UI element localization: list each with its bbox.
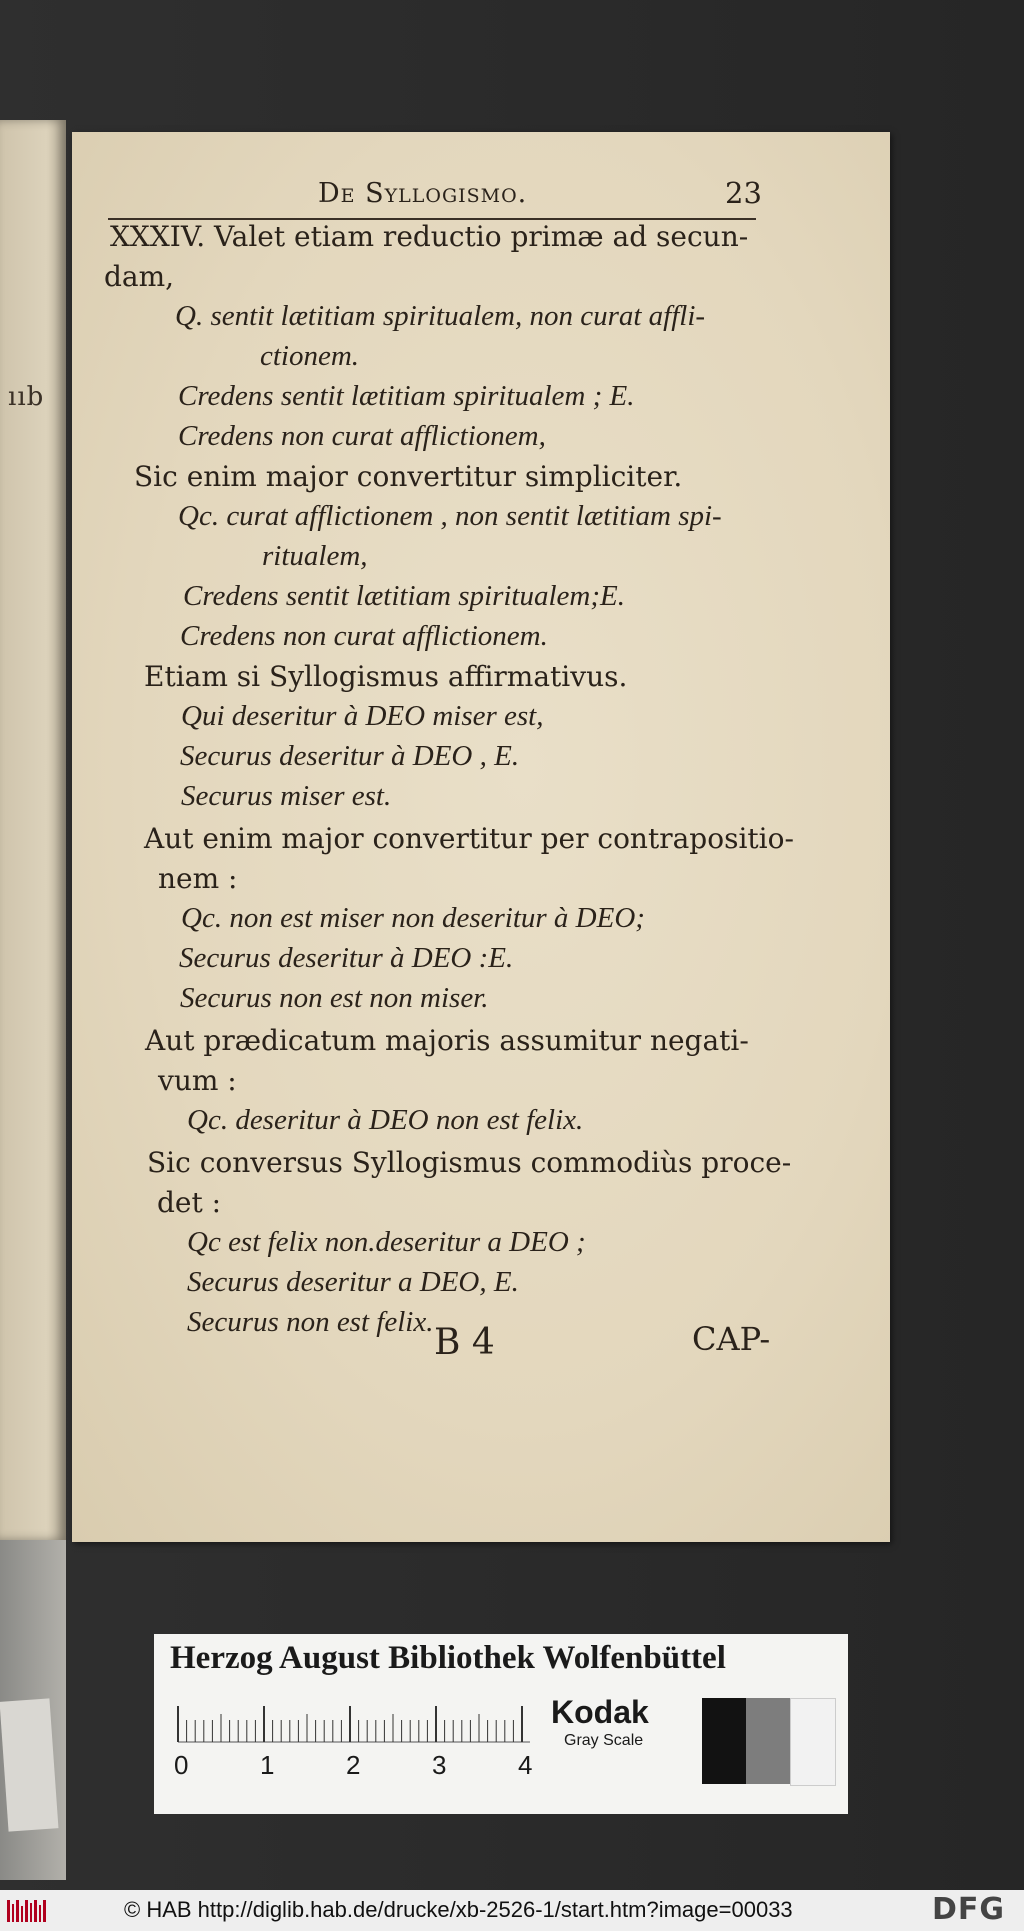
ruler-number: 3 — [432, 1750, 447, 1778]
catchword: CAP- — [692, 1320, 771, 1358]
gray-patches — [702, 1698, 834, 1784]
adjacent-page-fragment: ııb — [8, 382, 45, 412]
text-line: Credens sentit lætitiam spiritualem ; E. — [178, 380, 635, 412]
text-line: Q. sentit lætitiam spiritualem, non curat affli- — [175, 300, 706, 332]
shelf-label — [0, 1698, 58, 1831]
dfg-logo: DFG — [932, 1892, 1006, 1927]
text-line: Qc. non est miser non deseritur à DEO; — [181, 902, 645, 934]
kodak-logo: Kodak — [551, 1694, 649, 1730]
footer-bar — [0, 1890, 1024, 1931]
text-line: Securus deseritur à DEO , E. — [180, 740, 520, 772]
text-line: ritualem, — [262, 540, 368, 572]
ruler-scale — [174, 1698, 594, 1778]
text-line: det : — [157, 1186, 222, 1219]
ruler-number: 4 — [518, 1750, 533, 1778]
text-line: Qui deseritur à DEO miser est, — [181, 700, 544, 732]
text-line: dam, — [104, 260, 175, 293]
text-line: Sic enim major convertitur simpliciter. — [134, 460, 683, 493]
text-line: Credens sentit lætitiam spiritualem;E. — [183, 580, 625, 612]
text-line: Securus non est non miser. — [180, 982, 489, 1014]
text-line: ctionem. — [260, 340, 360, 372]
signature-mark: B 4 — [434, 1322, 495, 1363]
text-line: XXXIV. Valet etiam reductio primæ ad secun- — [110, 220, 749, 253]
text-line: Securus non est felix. — [187, 1306, 434, 1338]
target-title: Herzog August Bibliothek Wolfenbüttel — [170, 1640, 726, 1676]
page-number: 23 — [725, 176, 762, 210]
text-line: Aut enim major convertitur per contrapositio- — [144, 822, 794, 855]
text-line: Sic conversus Syllogismus commodiùs proce- — [147, 1146, 792, 1179]
adjacent-page-edge — [0, 120, 66, 1540]
gray-patch — [790, 1698, 836, 1786]
text-line: nem : — [158, 862, 238, 895]
color-target — [154, 1634, 848, 1814]
ruler-number: 1 — [260, 1750, 275, 1778]
text-line: Qc est felix non.deseritur a DEO ; — [187, 1226, 586, 1258]
text-line: Securus deseritur a DEO, E. — [187, 1266, 519, 1298]
text-line: Aut prædicatum majoris assumitur negati- — [145, 1024, 749, 1057]
text-line: Securus miser est. — [181, 780, 392, 812]
text-line: Credens non curat afflictionem, — [178, 420, 546, 452]
text-line: Credens non curat afflictionem. — [180, 620, 548, 652]
gray-patch — [746, 1698, 790, 1784]
text-line: Qc. curat afflictionem , non sentit lætitiam spi- — [178, 500, 722, 532]
running-title: De Syllogismo. — [318, 178, 528, 209]
text-line: vum : — [158, 1064, 237, 1097]
text-line: Securus deseritur à DEO :E. — [179, 942, 514, 974]
ruler-number: 2 — [346, 1750, 361, 1778]
text-line: Qc. deseritur à DEO non est felix. — [187, 1104, 584, 1136]
footer-credit-link[interactable]: © HAB http://diglib.hab.de/drucke/xb-2526-1/start.htm?image=00033 — [124, 1897, 793, 1922]
gray-scale-label: Gray Scale — [564, 1732, 644, 1749]
ruler-number: 0 — [174, 1750, 189, 1778]
hab-logo-icon — [6, 1898, 50, 1924]
text-line: Etiam si Syllogismus affirmativus. — [144, 660, 628, 693]
gray-patch — [702, 1698, 746, 1784]
